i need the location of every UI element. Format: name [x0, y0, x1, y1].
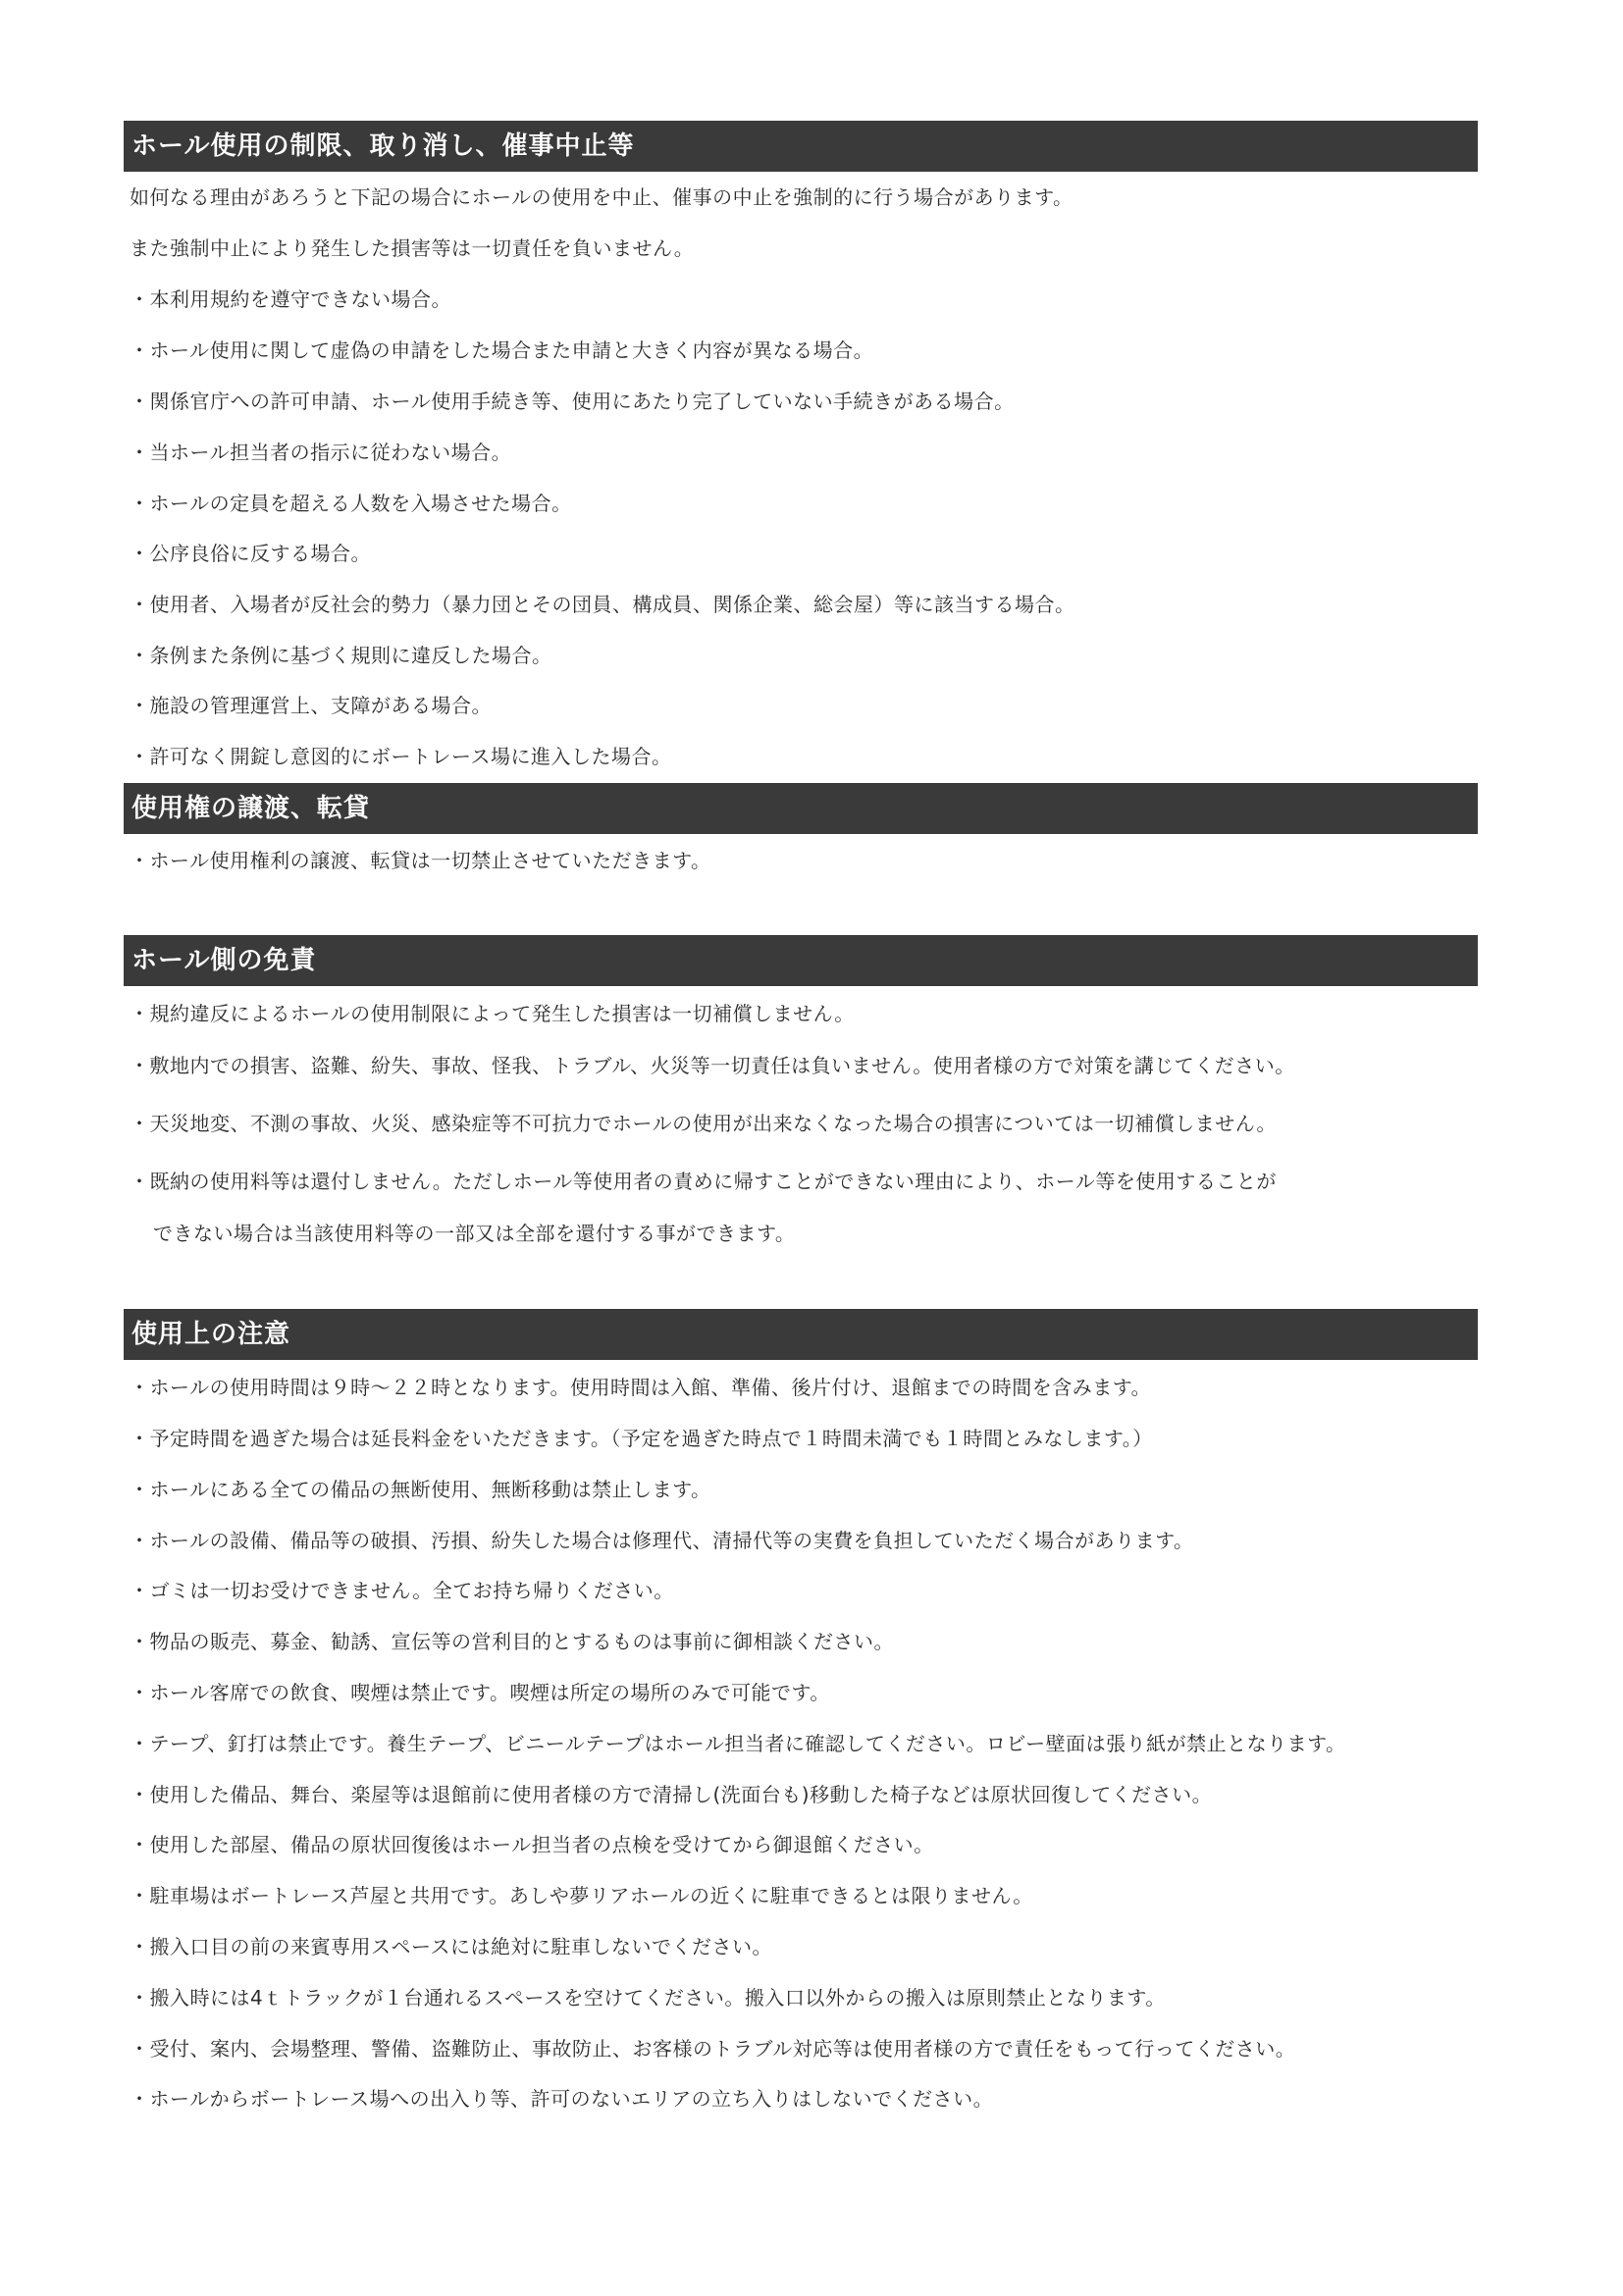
section-transfer — [124, 783, 1478, 834]
list-item: ・使用した備品、舞台、楽屋等は退館前に使用者様の方で清掃し(洗面台も)移動した椅子などは原状回復してください。 — [130, 1783, 1213, 1806]
list-item: ・搬入口目の前の来賓専用スペースには絶対に駐車しないでください。 — [130, 1935, 772, 1958]
list-item: ・テープ、釘打は禁止です。養生テープ、ビニールテープはホール担当者に確認してください。ロビー壁面は張り紙が禁止となります。 — [130, 1732, 1346, 1755]
section-header: 使用上の注意 — [124, 1309, 1478, 1360]
list-item: ・当ホール担当者の指示に従わない場合。 — [130, 441, 512, 464]
list-item: ・搬入時には4ｔトラックが１台通れるスペースを空けてください。搬入口以外からの搬入は原則禁止となります。 — [130, 1986, 1166, 2009]
list-item: ・本利用規約を遵守できない場合。 — [130, 287, 451, 311]
list-item: ・物品の販売、募金、勧誘、宣伝等の営利目的とするものは事前に御相談ください。 — [130, 1630, 894, 1653]
list-item: ・ホール客席での飲食、喫煙は禁止です。喫煙は所定の場所のみで可能です。 — [130, 1681, 830, 1704]
list-item: ・条例また条例に基づく規則に違反した場合。 — [130, 644, 552, 667]
section-header: ホール使用の制限、取り消し、催事中止等 — [124, 121, 1478, 172]
list-item: ・ゴミは一切お受けできません。全てお持ち帰りください。 — [130, 1579, 674, 1602]
list-item: ・既納の使用料等は還付しません。ただしホール等使用者の責めに帰すことができない理由により、ホール等を使用することが — [130, 1170, 1277, 1193]
list-item: ・許可なく開錠し意図的にボートレース場に進入した場合。 — [130, 745, 672, 768]
list-item: ・ホールからボートレース場への出入り等、許可のないエリアの立ち入りはしないでください。 — [130, 2087, 994, 2111]
list-item: また強制中止により発生した損害等は一切責任を負いません。 — [130, 236, 695, 260]
list-item: できない場合は当該使用料等の一部又は全部を還付する事ができます。 — [153, 1222, 796, 1245]
list-item: ・ホールの定員を超える人数を入場させた場合。 — [130, 492, 572, 515]
section-disclaimer — [124, 935, 1478, 986]
list-item: ・規約違反によるホールの使用制限によって発生した損害は一切補償しません。 — [130, 1002, 855, 1025]
list-item: ・公序良俗に反する場合。 — [130, 542, 371, 565]
list-item: ・受付、案内、会場整理、警備、盗難防止、事故防止、お客様のトラブル対応等は使用者様の方で責任をもって行ってください。 — [130, 2037, 1296, 2061]
list-item: ・関係官庁への許可申請、ホール使用手続き等、使用にあたり完了していない手続きがある場合。 — [130, 390, 1015, 413]
section-usage-notes — [124, 1309, 1478, 1360]
list-item: ・使用した部屋、備品の原状回復後はホール担当者の点検を受けてから御退館ください。 — [130, 1833, 934, 1856]
list-item: ・施設の管理運営上、支障がある場合。 — [130, 694, 492, 717]
list-item: ・天災地変、不測の事故、火災、感染症等不可抗力でホールの使用が出来なくなった場合の損害については一切補償しません。 — [130, 1112, 1277, 1135]
list-item: ・ホールの使用時間は９時～２２時となります。使用時間は入館、準備、後片付け、退館までの時間を含みます。 — [130, 1376, 1152, 1399]
section-header: 使用権の譲渡、転貸 — [124, 783, 1478, 834]
list-item: ・ホール使用に関して虚偽の申請をした場合また申請と大きく内容が異なる場合。 — [130, 339, 874, 362]
section-restrictions — [124, 121, 1478, 172]
list-item: ・ホール使用権利の譲渡、転貸は一切禁止させていただきます。 — [130, 849, 711, 872]
section-header: ホール側の免責 — [124, 935, 1478, 986]
list-item: ・駐車場はボートレース芦屋と共用です。あしや夢リアホールの近くに駐車できるとは限りません。 — [130, 1884, 1033, 1907]
list-item: ・ホールの設備、備品等の破損、汚損、紛失した場合は修理代、清掃代等の実費を負担していただく場合があります。 — [130, 1529, 1194, 1552]
list-item: ・ホールにある全ての備品の無断使用、無断移動は禁止します。 — [130, 1478, 711, 1501]
list-item: ・使用者、入場者が反社会的勢力（暴力団とその団員、構成員、関係企業、総会屋）等に該当する場合。 — [130, 593, 1075, 616]
list-item: 如何なる理由があろうと下記の場合にホールの使用を中止、催事の中止を強制的に行う場合があります。 — [130, 185, 1073, 209]
list-item: ・予定時間を過ぎた場合は延長料金をいただきます。（予定を過ぎた時点で１時間未満でも１時間とみなします。） — [130, 1427, 1153, 1450]
list-item: ・敷地内での損害、盗難、紛失、事故、怪我、トラブル、火災等一切責任は負いません。使用者様の方で対策を講じてください。 — [130, 1054, 1295, 1077]
